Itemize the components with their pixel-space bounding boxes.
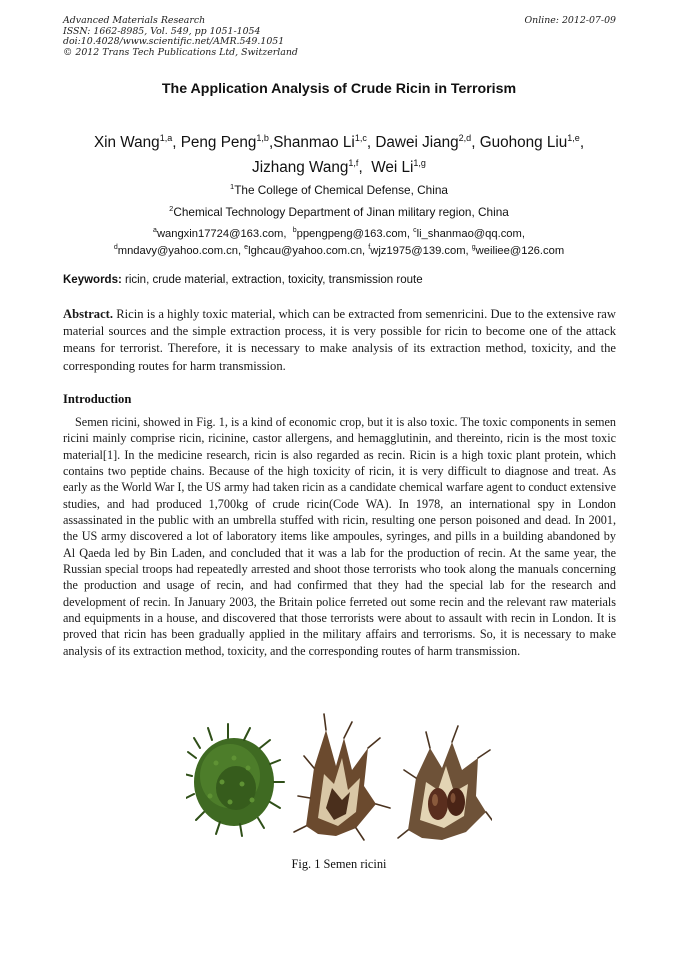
figure-caption: Fig. 1 Semen ricini [291, 857, 387, 871]
author: Peng Peng$^{1,b}$, [180, 133, 274, 151]
introduction-paragraph: Semen ricini, showed in Fig. 1, is a kind of economic crop, but it is also toxic. The toxic components in semen ricini mainly comprise ricin, ricinine, castor allergens, and hemagglutinin, and thereinto, ricin is the most toxic material[1]. In the medicine research, ricin is also regarded as recin. Ricin is a high toxic plant protein, which contains two peptide chains. Because of the high toxicity of ricin, it is very difficult to diagnose and treat. As early as the World War I, the US army had taken ricin as a candidate chemical warfare agent to conduct extensive studies, and had produced 1,700kg of crude ricin(Code WA). In 1978, an international spy in London assassinated in the public with an umbrella stuffed with ricin, resulting one person poisoned and dead. In 2001, the US army discovered a lot of laboratory items like ampoules, syringes, and pills in a building abandoned by Al Qaeda led by Bin Laden, and concluded that it was a lab for the production of recin. At the same year, the Russian special troops had repeatedly arrested and shoot those terrorists who took along the manuals concerning the production and usage of recin, and had confirmed that they had the special lab for the research and development of recin. In January 2003, the Britain police ferreted out some recin and the relevant raw materials and equipments in a house, and discovered that those terrorists were about to assault with recin in London. It is proved that ricin has been gradually applied in the military affairs and terrorisms. So, it is necessary to make analysis of its extraction method, toxicity, and the corresponding routes of harm transmission. [63, 415, 616, 658]
journal-copyright: © 2012 Trans Tech Publications Ltd, Switzerland [63, 46, 298, 58]
journal-header [63, 16, 616, 58]
journal-name: Advanced Materials Research [63, 15, 206, 26]
semen-ricini-figure [186, 708, 492, 848]
abstract-text: Ricin is a highly toxic material, which can be extracted from semenricini. Due to the extensive raw material sources and the simple extraction process, it is very possible for ricin to become one of the attack means for terrorist. Therefore, it is necessary to make analysis of its extraction method, toxicity, and the corresponding routes for harm transmission. [63, 307, 616, 373]
email-link[interactable]: $^e$lghcau@yahoo.com.cn, [244, 244, 366, 257]
author: Guohong Liu$^{1,e}$, [479, 133, 585, 151]
author: Shanmao Li$^{1,c}$, [273, 133, 376, 151]
keywords-label: Keywords: [63, 274, 122, 286]
section-heading-introduction: Introduction [63, 392, 132, 406]
email-list [40, 226, 638, 260]
journal-doi: doi:10.4028/www.scientific.net/AMR.549.1051 [63, 36, 285, 48]
seed-capsule-image [398, 726, 492, 840]
author: Dawei Jiang$^{2,d}$, [375, 133, 480, 151]
keywords-text: ricin, crude material, extraction, toxicity, transmission route [121, 274, 423, 286]
email-link[interactable]: $^g$weiliee@126.com [471, 244, 565, 257]
email-link[interactable]: $^b$ppengpeng@163.com, [292, 227, 410, 240]
dry-capsule-image [294, 714, 390, 840]
abstract-label: Abstract. [63, 307, 114, 321]
abstract [63, 306, 616, 375]
affiliation-2: $^2$Chemical Technology Department of Jinan military region, China [169, 204, 509, 219]
email-link[interactable]: $^d$mndavy@yahoo.com.cn, [113, 244, 242, 257]
email-link[interactable]: $^a$wangxin17724@163.com, [153, 227, 287, 240]
journal-issn: ISSN: 1662-8985, Vol. 549, pp 1051-1054 [63, 25, 261, 37]
author: Xin Wang$^{1,a}$, [93, 133, 181, 151]
paper-title: The Application Analysis of Crude Ricin in Terrorism [161, 81, 517, 97]
keywords [63, 274, 616, 286]
green-capsule-image [186, 724, 284, 836]
affiliation-1: $^1$The College of Chemical Defense, China [230, 182, 448, 197]
email-link[interactable]: $^f$wjz1975@139.com, [368, 244, 469, 257]
author: Wei Li$^{1,g}$ [371, 158, 426, 176]
author-list [60, 130, 618, 180]
email-link[interactable]: $^c$li_shanmao@qq.com, [413, 227, 525, 240]
author: Jizhang Wang$^{1,f}$, [252, 158, 372, 176]
online-date: Online: 2012-07-09 [524, 15, 616, 26]
